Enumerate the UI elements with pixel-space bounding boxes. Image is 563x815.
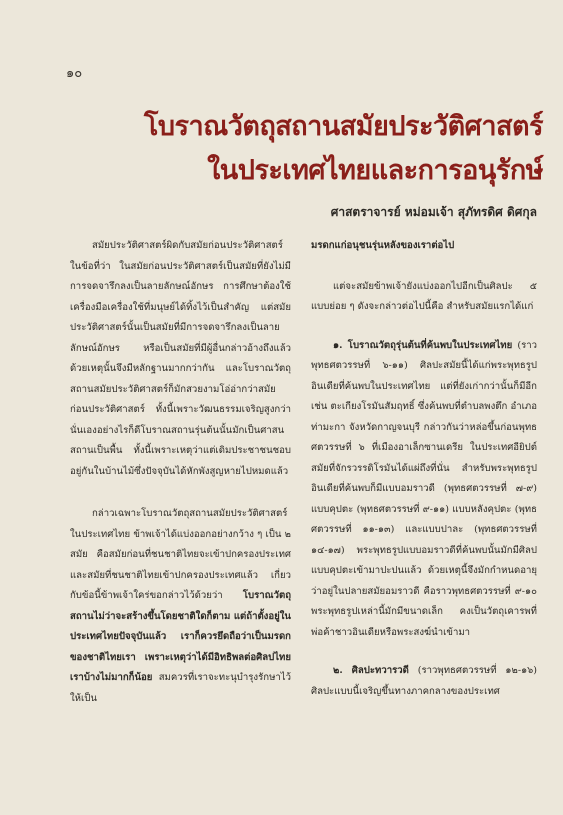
intro-paragraph: แต่จะสมัยข้าพเจ้ายังแบ่งออกไปอีกเป็นศิลปะ ๕ แบบย่อย ๆ ดังจะกล่าวต่อไปนี้คือ สำหรับสมัยแรกได้แก่	[311, 280, 537, 312]
section-1	[311, 336, 537, 644]
right-column	[311, 236, 537, 702]
page-number: ๑๐	[66, 66, 83, 81]
left-column	[70, 236, 291, 709]
section-2-heading: ๒. ศิลปะทวารวดี	[333, 665, 409, 676]
paragraph-2	[70, 504, 291, 709]
section-2-body: (ราวพุทธศตวรรษที่ ๑๒-๑๖) ศิลปะแบบนี้เจริญขึ้นทางภาคกลางของประเทศ	[311, 665, 537, 697]
paragraph-2-bold: โบราณวัตถุสถานไม่ว่าจะสร้างขึ้นโดยชาติใดก็ตาม แต่ถ้าตั้งอยู่ในประเทศไทยปัจจุบันแล้ว เราก็ควรยึดถือว่าเป็นมรดกของชาติไทยเรา เพราะเหตุว่าได้มีอิทธิพลต่อศิลปไทยเราบ้างไม่มากก็น้อย	[70, 590, 291, 683]
paragraph-1: สมัยประวัติศาสตร์ผิดกับสมัยก่อนประวัติศาสตร์ในข้อที่ว่า ในสมัยก่อนประวัติศาสตร์เป็นสมัยที่ยังไม่มีการจดจารึกลงเป็นลายลักษณ์อักษร การศึกษาต้องใช้เครื่องมือเครื่องใช้ที่มนุษย์ได้ทิ้งไว้เป็นสำคัญ แต่สมัยประวัติศาสตร์นั้นเป็นสมัยที่มีการจดจารึกลงเป็นลายลักษณ์อักษร หรือเป็นสมัยที่มีผู้อื่นกล่าวอ้างถึงแล้ว ด้วยเหตุนั้นจึงมีหลักฐานมากกว่ากัน และโบราณวัตถุสถานสมัยประวัติศาสตร์ก็มักสวยงามโอ่อ่ากว่าสมัยก่อนประวัติศาสตร์ ทั้งนี้เพราะวัฒนธรรมเจริญสูงกว่านั่นเองอย่างไรก็ดีโบราณสถานรุ่นต้นนั้นมักเป็นศาสนสถานเป็นพื้น ทั้งนี้เพราะเหตุว่าแต่เดิมประชาชนชอบอยู่กันในบ้านไม้ซึ่งปัจจุบันได้หักพังสูญหายไปหมดแล้ว	[70, 240, 291, 477]
title-line-1: โบราณวัตถุสถานสมัยประวัติศาสตร์	[143, 111, 543, 142]
section-2	[311, 661, 537, 702]
section-1-heading: ๑. โบราณวัตถุรุ่นต้นที่ค้นพบในประเทศไทย	[333, 339, 513, 351]
author-byline: ศาสตราจารย์ หม่อมเจ้า สุภัทรดิศ ดิศกุล	[330, 205, 537, 219]
paragraph-2-tail: สมควรที่เราจะทะนุบำรุงรักษาไว้ให้เป็น	[70, 672, 291, 704]
title-line-2: ในประเทศไทยและการอนุรักษ์	[207, 155, 543, 186]
paragraph-2-plain: กล่าวเฉพาะโบราณวัตถุสถานสมัยประวัติศาสตร์ในประเทศไทย ข้าพเจ้าได้แบ่งออกอย่างกว้าง ๆ เป็น ๒ สมัย คือสมัยก่อนที่ชนชาติไทยจะเข้าปกครองประเทศ และสมัยที่ชนชาติไทยเข้าปกครองประเทศแล้ว เกี่ยวกับข้อนี้ข้าพเจ้าใคร่ขอกล่าวไว้ด้วยว่า	[70, 508, 291, 601]
continuation-heading: มรดกแก่อนุชนรุ่นหลังของเราต่อไป	[311, 240, 455, 251]
section-1-body: (ราวพุทธศตวรรษที่ ๖-๑๑) ศิลปะสมัยนี้ได้แก่พระพุทธรูปอินเดียที่ค้นพบในประเทศไทย แต่ที่ยังเก่ากว่านั้นก็มีอีก เช่น ตะเกียงโรมันสัมฤทธิ์ ซึ่งค้นพบที่ตำบลพงตึก อำเภอท่ามะกา จังหวัดกาญจนบุรี กล่าวกันว่าหล่อขึ้นก่อนพุทธศตวรรษที่ ๖ ที่เมืองอาเล็กซานเดรีย ในประเทศอียิปต์ สมัยที่จักรวรรดิโรมันได้แผ่ถึงที่นั่น สำหรับพระพุทธรูปอินเดียที่ค้นพบก็มีแบบอมราวดี (พุทธศตวรรษที่ ๗-๙) แบบคุปตะ (พุทธศตวรรษที่ ๙-๑๑) แบบหลังคุปตะ (พุทธศตวรรษที่ ๑๑-๑๓) และแบบปาละ (พุทธศตวรรษที่ ๑๔-๑๗) พระพุทธรูปแบบอมราวดีที่ค้นพบนั้นมักมีศิลปแบบคุปตะเข้ามาปะปนแล้ว ด้วยเหตุนี้จึงมักกำหนดอายุว่าอยู่ในปลายสมัยอมราวดี คือราวพุทธศตวรรษที่ ๙-๑๐ พระพุทธรูปเหล่านี้มักมีขนาดเล็ก คงเป็นวัตถุเคารพที่พ่อค้าชาวอินเดียหรือพระสงฆ์นำเข้ามา	[311, 339, 537, 638]
article-title	[96, 108, 543, 190]
